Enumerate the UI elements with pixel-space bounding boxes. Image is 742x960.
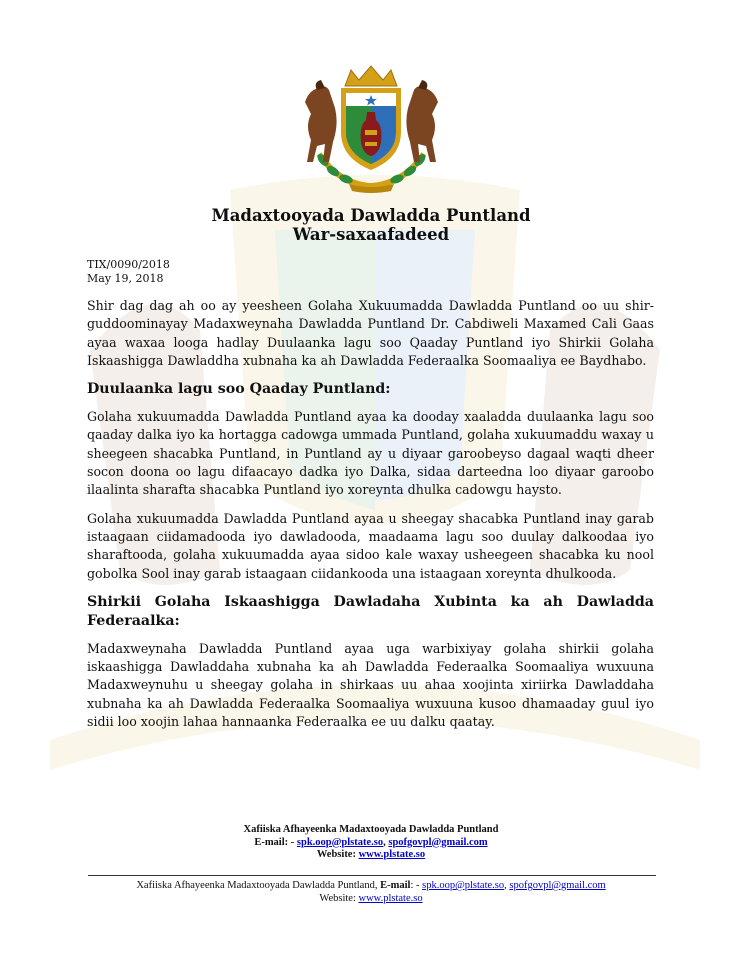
contact-email-separator: , [383,836,386,848]
page-footer-office: Xafiiska Afhayeenka Madaxtooyada Dawladda Puntland, [136,880,378,891]
page-footer-line-2 [0,892,742,905]
contact-block [0,824,742,862]
contact-email-label: E-mail: - [254,836,295,848]
invasion-paragraph-1: Golaha xukuumadda Dawladda Puntland ayaa ka dooday xaaladda duulaanka lagu soo qaaday dalka iyo ka hortagga cadowga ummada Puntland, golaha xukuumaddu waxay u sheegeen shacabka Puntland, in Puntland ay u diyaar garoobeyso dagaal waqti dheer socon doona oo lagu difaacayo dadka iyo Dalka, sidaa darteedna loo diyaar garoobo ilaalinta sharafta shacabka Puntland iyo xoreynta dhulka cadowgu haysto. [87,409,654,498]
page-footer [0,879,742,905]
contact-office: Xafiiska Afhayeenka Madaxtooyada Dawladda Puntland [243,824,499,835]
document-title: Madaxtooyada Dawladda Puntland [211,206,531,225]
invasion-paragraph-2: Golaha xukuumadda Dawladda Puntland ayaa u sheegay shacabka Puntland inay garab istaagaan ciidamadooda iyo dawladooda, maadaama lagu soo duulay dalkoodaa iyo sharaftooda, golaha xukuumadda ayaa sidoo kale waxay usheegeen shacabka ku nool gobolka Sool inay garab istaagaan ciidankooda una istaagaan xoreynta dhulkooda. [87,510,654,581]
federal-council-paragraph: Madaxweynaha Dawladda Puntland ayaa uga warbixiyay golaha shirkii golaha iskaashigga Dawladdaha xubnaha ka ah Dawladda Federaalka Soomaaliya wuxuuna Madaxweynuhu u sheegay golaha in shirkaas uu ahaa xoojinta xiriirka Dawladdaha xubnaha ka ah Dawladda Federaalka Soomaaliya wuxuuna kusoo dhamaaday guul iyo sidii loo xoojin lahaa hannaanka Federaalka ee uu dalku qaatay. [87,640,654,730]
document-body [87,297,654,741]
reference-block [87,258,170,286]
page-footer-website-label: Website: [319,893,356,904]
page-footer-email-link-1[interactable]: spk.oop@plstate.so [422,880,505,891]
footer-divider [88,875,656,876]
page-footer-line-1 [0,879,742,892]
document-title-block [0,206,742,244]
page-footer-email-link-2[interactable]: spofgovpl@gmail.com [509,880,606,891]
document-subtitle: War-saxaafadeed [292,225,450,244]
page-footer-email-separator: , [504,880,507,891]
page-footer-website-link[interactable]: www.plstate.so [358,893,423,904]
page-footer-email-label: E-mail [380,880,411,891]
contact-website-link[interactable]: www.plstate.so [358,849,426,860]
section-heading-federal-council: Shirkii Golaha Iskaashigga Dawladaha Xubinta ka ah Dawladda Federaalka: [87,593,654,629]
page-footer-email-dash: : - [410,880,420,891]
contact-website-line [0,849,742,862]
contact-email-link-2[interactable]: spofgovpl@gmail.com [388,836,488,848]
coat-of-arms-logo [299,62,444,194]
contact-email-link-1[interactable]: spk.oop@plstate.so [296,836,384,848]
contact-email-line [0,837,742,850]
intro-paragraph: Shir dag dag ah oo ay yeesheen Golaha Xukuumadda Dawladda Puntland oo uu shir-guddoominayay Madaxweynaha Dawladda Puntland Dr. Cabdiweli Maxamed Cali Gaas ayaa waxaa looga hadlay Duulaanka lagu soo Qaaday Puntland iyo Shirkii Golaha Iskaashigga Dawladdha xubnaha ka ah Dawladda Federaalka Soomaaliya ee Baydhabo. [87,298,654,368]
reference-number: TIX/0090/2018 [87,258,170,271]
section-heading-invasion: Duulaanka lagu soo Qaaday Puntland: [87,381,391,398]
reference-date: May 19, 2018 [87,272,164,285]
contact-website-label: Website: [316,849,356,860]
